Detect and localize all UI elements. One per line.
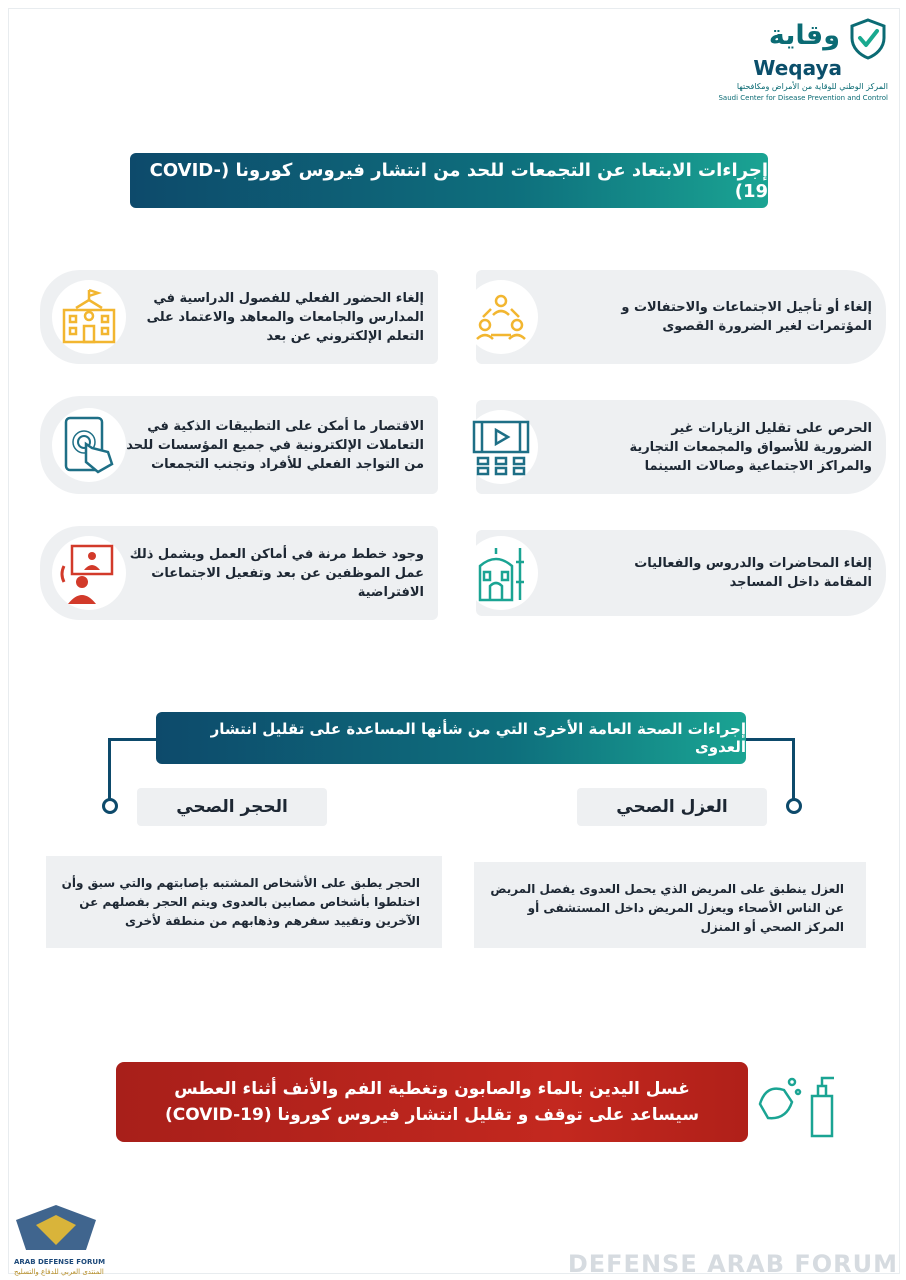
card-cancel-mosque-events: [476, 530, 886, 616]
mosque-icon: [464, 536, 538, 610]
logo-english-name: Weqaya: [753, 56, 842, 80]
logo-arabic-name: وقاية: [768, 20, 840, 51]
forum-name-arabic: المنتدى العربي للدفاع والتسليح: [14, 1268, 104, 1276]
quarantine-description: الحجر يطبق على الأشخاص المشتبه بإصابتهم والتي سبق وأن اختلطوا بأشخاص مصابين بالعدوى ويتم الحجر بفصلهم عن الآخرين وتقييد سفرهم وذهابهم من منطقة لأخرى: [46, 856, 442, 948]
people-gathering-icon: [464, 280, 538, 354]
connector-dot-right: [786, 798, 802, 814]
handwashing-message: [116, 1062, 748, 1142]
card-remote-work: [40, 526, 438, 620]
handwashing-line2: سيساعد على توقف و تقليل انتشار فيروس كورونا (COVID-19): [164, 1105, 700, 1125]
school-building-icon: [52, 280, 126, 354]
card-reduce-visits: [476, 400, 886, 494]
cinema-icon: [464, 410, 538, 484]
video-call-icon: [52, 536, 126, 610]
handwashing-line1: غسل اليدين بالماء والصابون وتغطية الفم والأنف أثناء العطس: [174, 1079, 690, 1099]
connector-dot-left: [102, 798, 118, 814]
card-text: إلغاء الحضور الفعلي للفصول الدراسية في المدارس والجامعات والمعاهد والاعتماد على التعلم الإلكتروني عن بعد: [146, 290, 424, 344]
quarantine-label: الحجر الصحي: [137, 788, 327, 826]
weqaya-logo: [708, 18, 888, 102]
card-text: إلغاء أو تأجيل الاجتماعات والاحتفالات و المؤتمرات لغير الضرورة القصوى: [621, 300, 872, 334]
forum-watermark-logo: [6, 1200, 106, 1278]
card-cancel-classes: [40, 270, 438, 364]
card-text: وجود خطط مرنة في أماكن العمل ويشمل ذلك عمل الموظفين عن بعد وتفعيل الاجتماعات الافتراضية: [129, 546, 424, 600]
logo-subtitle-english: Saudi Center for Disease Prevention and Control: [718, 94, 888, 102]
forum-name-english: ARAB DEFENSE FORUM: [14, 1258, 106, 1266]
card-smart-apps: [40, 396, 438, 494]
card-text: الحرص على تقليل الزيارات غير الضرورية للأسواق والمجمعات التجارية والمراكز الاجتماعية وصالات السينما: [629, 420, 872, 474]
forum-emblem-icon: [6, 1200, 106, 1260]
section1-title: إجراءات الابتعاد عن التجمعات للحد من انتشار فيروس كورونا (COVID-19): [130, 153, 768, 208]
forum-watermark-text: DEFENSE ARAB FORUM: [567, 1250, 898, 1278]
isolation-description: العزل ينطبق على المريض الذي يحمل العدوى يفصل المريض عن الناس الأصحاء ويعزل المريض داخل المستشفى أو المركز الصحي أو المنزل: [474, 862, 866, 948]
section2-title: إجراءات الصحة العامة الأخرى التي من شأنها المساعدة على تقليل انتشار العدوى: [156, 712, 746, 764]
handwashing-icon: [752, 1062, 852, 1142]
shield-check-icon: [848, 18, 888, 60]
card-cancel-meetings: [476, 270, 886, 364]
logo-subtitle-arabic: المركز الوطني للوقاية من الأمراض ومكافحتها: [736, 82, 888, 91]
card-text: إلغاء المحاضرات والدروس والفعاليات المقامة داخل المساجد: [634, 556, 872, 590]
tablet-touch-icon: [52, 408, 126, 482]
card-text: الاقتصار ما أمكن على التطبيقات الذكية في التعاملات الإلكترونية في جميع المؤسسات للحد من التواجد الفعلي للأفراد وتجنب التجمعات: [126, 418, 424, 472]
isolation-label: العزل الصحي: [577, 788, 767, 826]
